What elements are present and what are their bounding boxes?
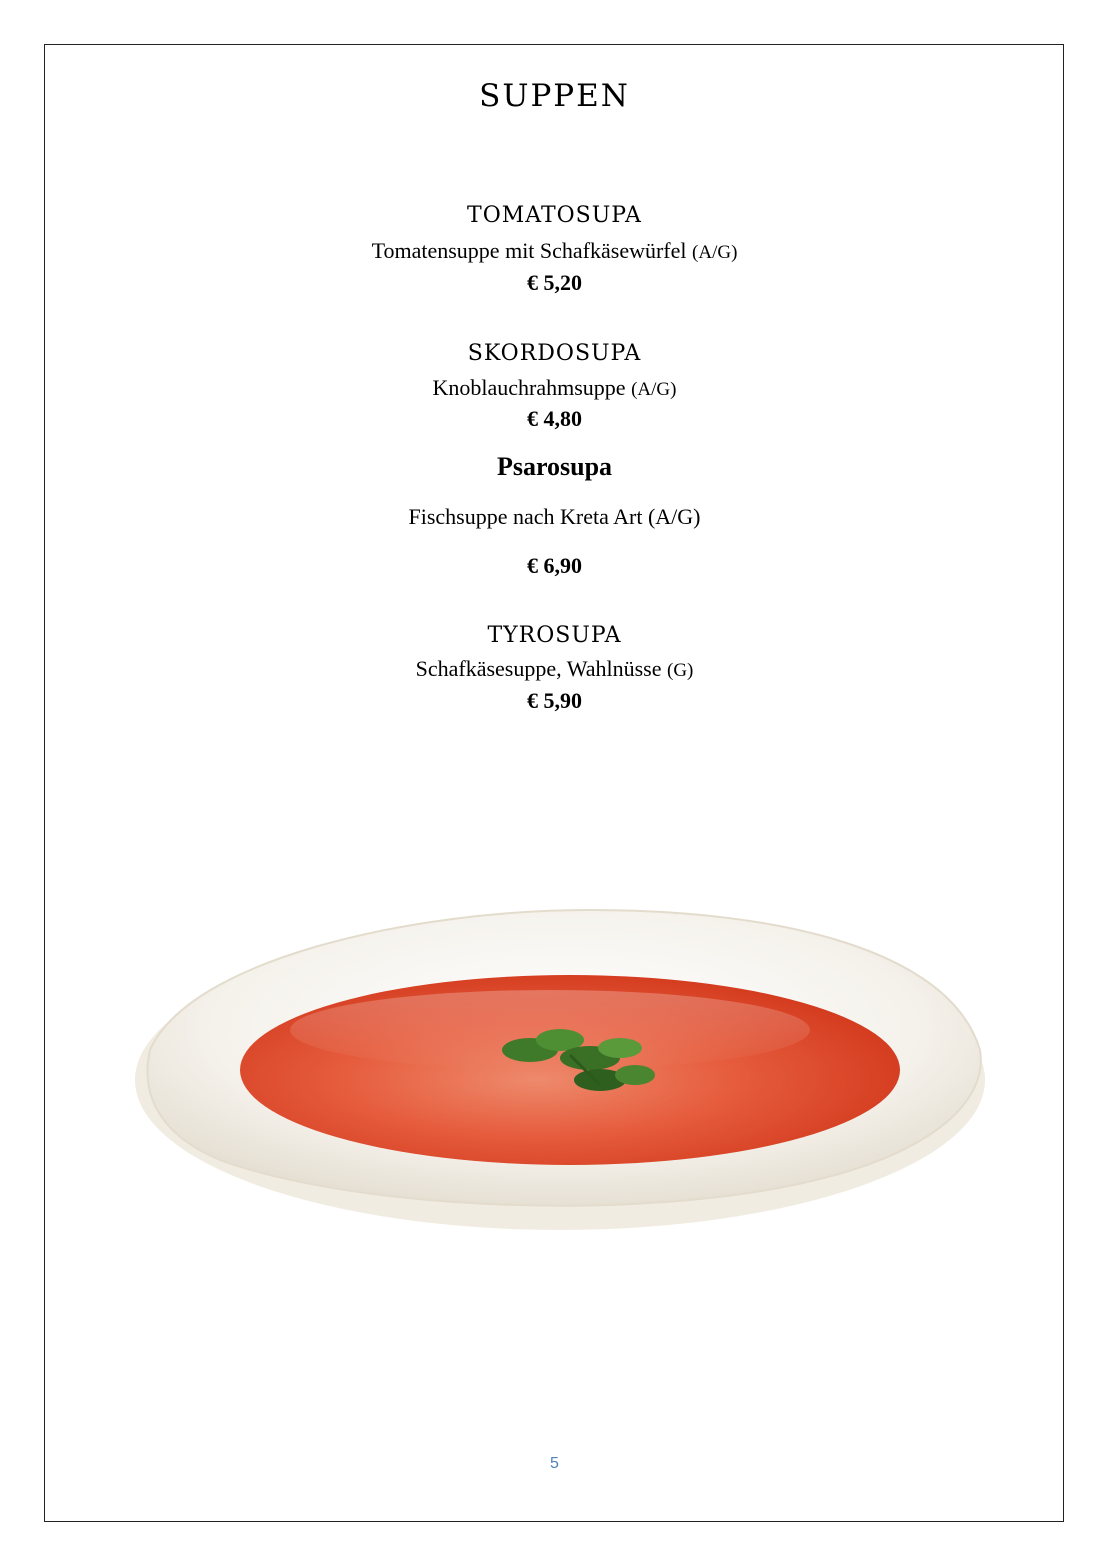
dish-price-psarosupa: € 6,90	[527, 553, 582, 578]
page-title: suppen	[479, 66, 630, 117]
page-border	[44, 44, 1064, 1522]
dish-name-tyrosupa: tyrosupa	[487, 612, 622, 650]
dish-description-tyrosupa	[0, 656, 1109, 682]
dish-description-tomatosupa	[0, 238, 1109, 264]
dish-price-tomatosupa: € 5,20	[527, 270, 582, 295]
allergen-codes: (A/G)	[692, 242, 738, 263]
tomato-soup-bowl-image	[130, 880, 990, 1240]
dish-price-tyrosupa: € 5,90	[527, 688, 582, 713]
dish-description-skordosupa	[0, 375, 1109, 401]
page-number: 5	[550, 1455, 559, 1472]
dish-name-skordosupa: skordosupa	[467, 330, 642, 368]
description-text: Knoblauchrahmsuppe	[432, 375, 626, 400]
description-text: Schafkäsesuppe, Wahlnüsse	[415, 656, 662, 681]
dish-price-skordosupa: € 4,80	[527, 406, 582, 431]
description-text: Fischsuppe nach Kreta Art	[408, 504, 643, 529]
allergen-codes: (A/G)	[631, 379, 677, 400]
description-text: Tomatensuppe mit Schafkäsewürfel	[371, 238, 687, 263]
dish-name-tomatosupa: tomatosupa	[467, 192, 642, 230]
allergen-codes: (G)	[667, 660, 694, 681]
allergen-codes: (A/G)	[647, 504, 701, 529]
dish-description-psarosupa	[0, 504, 1109, 530]
dish-name-psarosupa: Psarosupa	[496, 452, 613, 481]
